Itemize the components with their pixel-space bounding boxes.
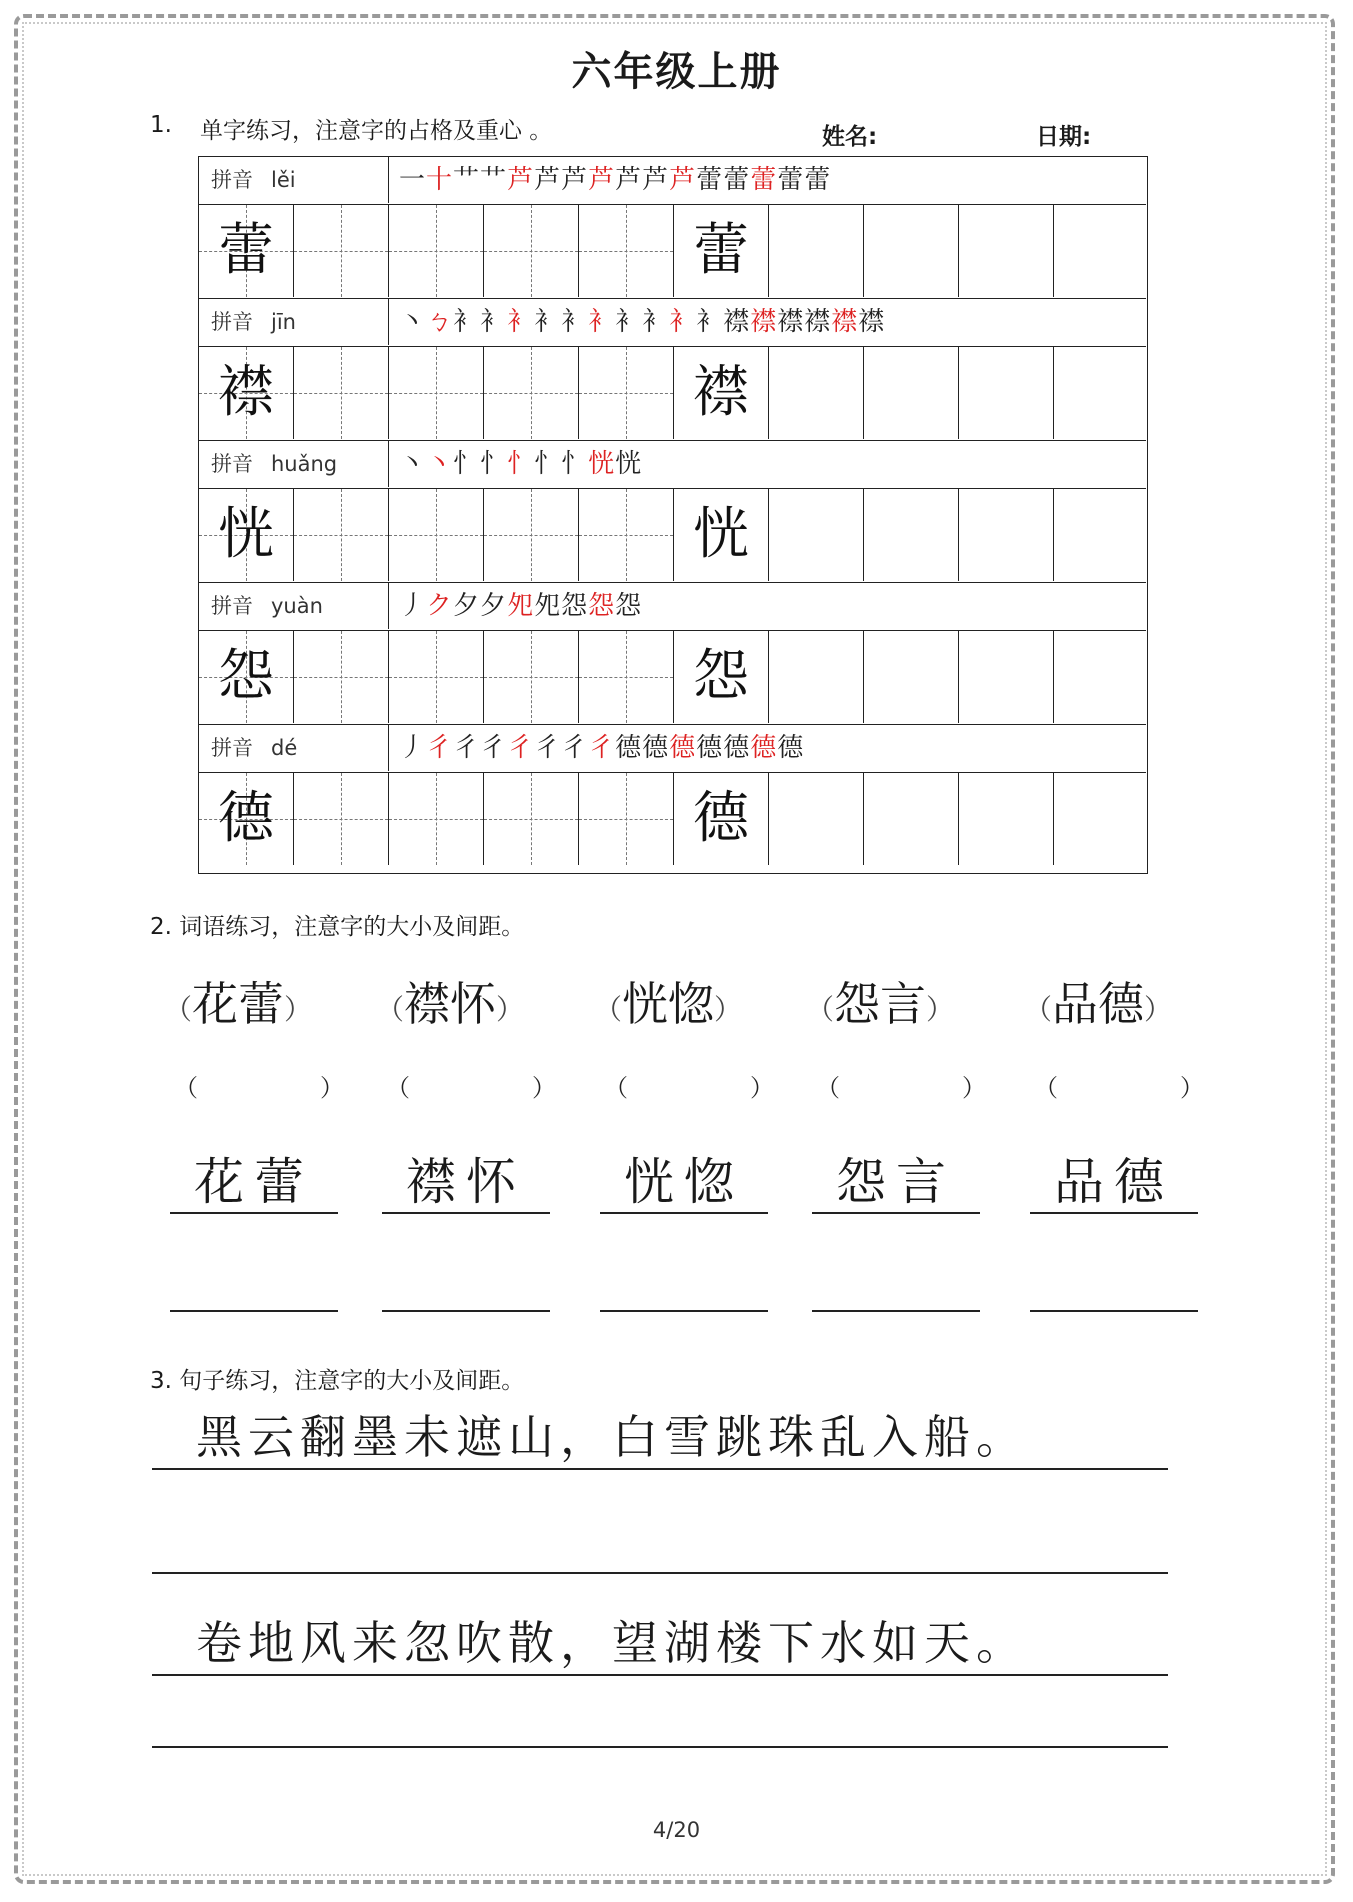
stroke-step: 夕 [480, 591, 508, 621]
paren-open: （ [386, 1074, 410, 1102]
stroke-step: 艹 [453, 165, 481, 195]
practice-cell[interactable] [484, 631, 579, 723]
paren-open: （ [594, 993, 623, 1026]
guide-line-v [531, 205, 532, 297]
stroke-step: 衤 [534, 307, 562, 337]
model-character: 德 [218, 786, 274, 851]
pinyin-text: huǎng [271, 452, 338, 476]
stroke-step: 彳 [426, 733, 454, 763]
pinyin-label [199, 583, 389, 629]
practice-cell[interactable] [959, 631, 1054, 723]
practice-cell[interactable] [484, 347, 579, 439]
paren-open: （ [604, 1074, 628, 1102]
practice-cell[interactable] [864, 489, 959, 581]
stroke-step: 芦 [642, 165, 670, 195]
stroke-step: 芦 [534, 165, 562, 195]
stroke-step: 怨 [615, 591, 643, 621]
practice-cell[interactable] [579, 489, 674, 581]
guide-line-v [531, 489, 532, 581]
stroke-step: 忄 [534, 449, 562, 479]
pinyin-row [199, 299, 1146, 347]
stroke-step: 芦 [561, 165, 589, 195]
stroke-step: 十 [426, 165, 454, 195]
stroke-step: 衤 [453, 307, 481, 337]
practice-cell[interactable] [294, 205, 389, 297]
pinyin-label-text: 拼音 [211, 594, 253, 618]
practice-cell[interactable] [484, 773, 579, 865]
practice-cell[interactable] [389, 631, 484, 723]
stroke-step: 衤 [615, 307, 643, 337]
stroke-step: 丶 [426, 449, 454, 479]
pinyin-label [199, 441, 389, 487]
model-character-cell [674, 205, 769, 297]
empty-parentheses[interactable] [174, 1068, 344, 1103]
stroke-step: 夗 [507, 591, 535, 621]
model-character: 怨 [218, 644, 274, 709]
word-writing-line[interactable] [382, 1310, 550, 1312]
stroke-step: 衤 [507, 307, 535, 337]
underlined-word: 怨言 [812, 1152, 980, 1214]
practice-cell[interactable] [389, 773, 484, 865]
empty-parentheses[interactable] [816, 1068, 986, 1103]
stroke-step: 忄 [561, 449, 589, 479]
stroke-step: 襟 [777, 307, 805, 337]
word-text: 襟怀 [404, 977, 497, 1031]
stroke-step: 蕾 [750, 165, 778, 195]
stroke-step: 夕 [453, 591, 481, 621]
practice-cell[interactable] [294, 773, 389, 865]
stroke-step: 襟 [750, 307, 778, 337]
guide-line-v [626, 631, 627, 723]
practice-cell[interactable] [579, 773, 674, 865]
word-writing-line[interactable] [1030, 1310, 1198, 1312]
word-text: 花蕾 [192, 977, 285, 1031]
stroke-order [399, 441, 642, 487]
stroke-step: 蕾 [804, 165, 832, 195]
pinyin-label-text: 拼音 [211, 736, 253, 760]
paren-open: （ [1034, 1074, 1058, 1102]
stroke-step: 忄 [480, 449, 508, 479]
paren-open: （ [164, 993, 193, 1026]
stroke-step: 蕾 [723, 165, 751, 195]
pinyin-text: dé [271, 736, 298, 760]
stroke-step: 襟 [723, 307, 751, 337]
stroke-step: 丶 [399, 449, 427, 479]
paren-close: ） [320, 1074, 344, 1102]
pinyin-row [199, 157, 1146, 205]
paren-open: （ [376, 993, 405, 1026]
model-character: 德 [693, 786, 749, 851]
stroke-step: 彳 [480, 733, 508, 763]
practice-cell[interactable] [864, 773, 959, 865]
guide-line-v [341, 773, 342, 865]
model-character-cell [674, 631, 769, 723]
stroke-step: 德 [696, 733, 724, 763]
model-character-cell [199, 205, 294, 297]
word-with-parentheses [594, 968, 742, 1034]
practice-cell[interactable] [864, 631, 959, 723]
paren-close: ） [926, 993, 955, 1026]
paren-close: ） [1144, 993, 1173, 1026]
empty-parentheses[interactable] [604, 1068, 774, 1103]
stroke-step: 忄 [507, 449, 535, 479]
paren-open: （ [174, 1074, 198, 1102]
stroke-step: 芦 [615, 165, 643, 195]
practice-cell[interactable] [1054, 631, 1146, 723]
guide-line-v [436, 631, 437, 723]
guide-line-v [436, 347, 437, 439]
pinyin-text: yuàn [271, 594, 323, 618]
writing-line[interactable] [152, 1572, 1168, 1574]
stroke-step: 彳 [453, 733, 481, 763]
pinyin-text: jīn [271, 310, 296, 334]
stroke-step: 怨 [561, 591, 589, 621]
stroke-order [399, 157, 831, 203]
practice-cell[interactable] [769, 773, 864, 865]
sentence-1: 黑云翻墨未遮山，白雪跳珠乱入船。 [152, 1404, 1168, 1470]
practice-cell[interactable] [864, 347, 959, 439]
stroke-step: 衤 [642, 307, 670, 337]
stroke-order [399, 725, 804, 771]
model-character: 蕾 [218, 218, 274, 283]
model-character-cell [674, 347, 769, 439]
underlined-word: 襟怀 [382, 1152, 550, 1214]
stroke-step: 彳 [561, 733, 589, 763]
character-row [199, 205, 1146, 299]
stroke-step: 蕾 [777, 165, 805, 195]
word-writing-line[interactable] [812, 1310, 980, 1312]
word-text: 恍惚 [622, 977, 715, 1031]
character-grid [198, 156, 1148, 874]
stroke-step: 德 [750, 733, 778, 763]
stroke-step: 衤 [669, 307, 697, 337]
stroke-step: 彳 [507, 733, 535, 763]
section1-heading: 单字练习，注意字的占格及重心 。 [200, 118, 553, 144]
page-number: 4/20 [652, 1818, 701, 1842]
practice-cell[interactable] [864, 205, 959, 297]
character-row [199, 773, 1146, 867]
stroke-step: 恍 [615, 449, 643, 479]
paren-close: ） [962, 1074, 986, 1102]
practice-cell[interactable] [484, 489, 579, 581]
stroke-step: 衤 [588, 307, 616, 337]
guide-line-v [436, 489, 437, 581]
word-text: 品德 [1052, 977, 1145, 1031]
paren-open: （ [806, 993, 835, 1026]
word-with-parentheses [376, 968, 524, 1034]
stroke-step: 丶 [399, 307, 427, 337]
practice-cell[interactable] [294, 489, 389, 581]
pinyin-label [199, 157, 389, 203]
stroke-step: 丿 [399, 591, 427, 621]
stroke-step: ㄅ [426, 307, 454, 337]
pinyin-label-text: 拼音 [211, 168, 253, 192]
practice-cell[interactable] [769, 631, 864, 723]
stroke-step: ク [426, 591, 454, 621]
paren-close: ） [532, 1074, 556, 1102]
guide-line-v [626, 205, 627, 297]
guide-line-v [531, 773, 532, 865]
practice-cell[interactable] [389, 489, 484, 581]
underlined-word: 花蕾 [170, 1152, 338, 1214]
practice-cell[interactable] [1054, 347, 1146, 439]
underlined-word: 品德 [1030, 1152, 1198, 1214]
practice-cell[interactable] [484, 205, 579, 297]
model-character-cell [199, 773, 294, 865]
word-writing-line[interactable] [170, 1310, 338, 1312]
date-label: 日期: [1036, 124, 1092, 150]
stroke-order [399, 583, 642, 629]
guide-line-v [626, 489, 627, 581]
guide-line-v [341, 631, 342, 723]
word-writing-line[interactable] [600, 1310, 768, 1312]
writing-line[interactable] [152, 1746, 1168, 1748]
stroke-step: 彳 [534, 733, 562, 763]
practice-cell[interactable] [389, 205, 484, 297]
stroke-step: 衤 [696, 307, 724, 337]
practice-cell[interactable] [294, 347, 389, 439]
name-label: 姓名: [822, 124, 878, 150]
practice-cell[interactable] [959, 205, 1054, 297]
guide-line-v [531, 631, 532, 723]
character-row [199, 347, 1146, 441]
paren-close: ） [750, 1074, 774, 1102]
section1-number: 1. [150, 112, 172, 138]
practice-cell[interactable] [579, 631, 674, 723]
section2-heading: 2. 词语练习，注意字的大小及间距。 [150, 914, 525, 940]
word-with-parentheses [164, 968, 312, 1034]
pinyin-row [199, 583, 1146, 631]
stroke-order [399, 299, 885, 345]
practice-cell[interactable] [959, 773, 1054, 865]
stroke-step: 芦 [669, 165, 697, 195]
guide-line-v [531, 347, 532, 439]
stroke-step: 芦 [507, 165, 535, 195]
stroke-step: 芦 [588, 165, 616, 195]
model-character: 蕾 [693, 218, 749, 283]
pinyin-label-text: 拼音 [211, 310, 253, 334]
model-character-cell [199, 489, 294, 581]
word-with-parentheses [806, 968, 954, 1034]
practice-cell[interactable] [389, 347, 484, 439]
practice-cell[interactable] [1054, 205, 1146, 297]
paren-close: ） [1180, 1074, 1204, 1102]
guide-line-v [341, 347, 342, 439]
stroke-step: 丿 [399, 733, 427, 763]
stroke-step: 彳 [588, 733, 616, 763]
model-character: 襟 [693, 360, 749, 425]
pinyin-text: lěi [271, 168, 296, 192]
page-title: 六年级上册 [571, 49, 782, 95]
stroke-step: 衤 [561, 307, 589, 337]
guide-line-v [341, 205, 342, 297]
stroke-step: 德 [642, 733, 670, 763]
stroke-step: 蕾 [696, 165, 724, 195]
model-character: 恍 [693, 502, 749, 567]
stroke-step: 德 [777, 733, 805, 763]
stroke-step: 夗 [534, 591, 562, 621]
paren-open: （ [816, 1074, 840, 1102]
practice-cell[interactable] [769, 489, 864, 581]
practice-cell[interactable] [579, 347, 674, 439]
sentence-2: 卷地风来忽吹散，望湖楼下水如天。 [152, 1610, 1168, 1676]
character-row [199, 631, 1146, 725]
underlined-word: 恍惚 [600, 1152, 768, 1214]
stroke-step: 德 [615, 733, 643, 763]
practice-cell[interactable] [294, 631, 389, 723]
stroke-step: 襟 [804, 307, 832, 337]
section3-heading: 3. 句子练习，注意字的大小及间距。 [150, 1368, 525, 1394]
stroke-step: 怨 [588, 591, 616, 621]
stroke-step: 襟 [858, 307, 886, 337]
word-with-parentheses [1024, 968, 1172, 1034]
stroke-step: 衤 [480, 307, 508, 337]
stroke-step: 德 [723, 733, 751, 763]
practice-cell[interactable] [1054, 489, 1146, 581]
paren-close: ） [284, 993, 313, 1026]
practice-cell[interactable] [769, 205, 864, 297]
character-row [199, 489, 1146, 583]
guide-line-v [436, 773, 437, 865]
practice-cell[interactable] [769, 347, 864, 439]
stroke-step: 襟 [831, 307, 859, 337]
stroke-step: 艹 [480, 165, 508, 195]
stroke-step: 一 [399, 165, 427, 195]
model-character: 襟 [218, 360, 274, 425]
model-character-cell [674, 773, 769, 865]
empty-parentheses[interactable] [386, 1068, 556, 1103]
model-character: 恍 [218, 502, 274, 567]
stroke-step: 恍 [588, 449, 616, 479]
model-character: 怨 [693, 644, 749, 709]
empty-parentheses[interactable] [1034, 1068, 1204, 1103]
paren-close: ） [496, 993, 525, 1026]
pinyin-label [199, 299, 389, 345]
practice-cell[interactable] [579, 205, 674, 297]
model-character-cell [199, 631, 294, 723]
guide-line-v [626, 773, 627, 865]
paren-close: ） [714, 993, 743, 1026]
paren-open: （ [1024, 993, 1053, 1026]
guide-line-v [626, 347, 627, 439]
guide-line-v [341, 489, 342, 581]
stroke-step: 忄 [453, 449, 481, 479]
model-character-cell [674, 489, 769, 581]
word-text: 怨言 [834, 977, 927, 1031]
pinyin-row [199, 725, 1146, 773]
practice-cell[interactable] [1054, 773, 1146, 865]
practice-cell[interactable] [959, 347, 1054, 439]
stroke-step: 德 [669, 733, 697, 763]
practice-cell[interactable] [959, 489, 1054, 581]
model-character-cell [199, 347, 294, 439]
pinyin-label [199, 725, 389, 771]
pinyin-row [199, 441, 1146, 489]
guide-line-v [436, 205, 437, 297]
pinyin-label-text: 拼音 [211, 452, 253, 476]
